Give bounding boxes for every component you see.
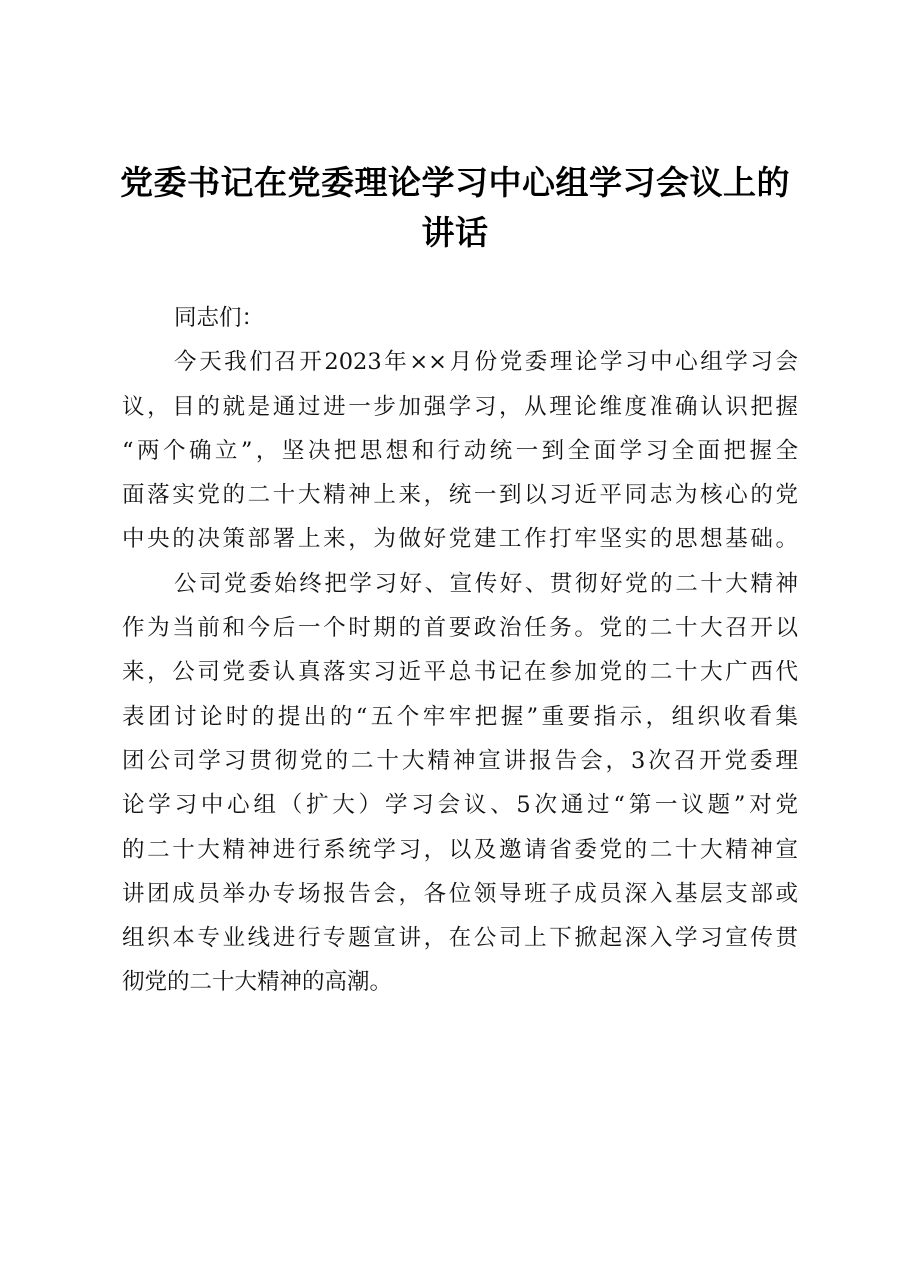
paragraph-line: “两个确立”，坚决把思想和行动统一到全面学习全面把握全 bbox=[122, 437, 798, 464]
document-title bbox=[110, 158, 800, 258]
paragraph-line: 讲团成员举办专场报告会，各位领导班子成员深入基层支部或 bbox=[122, 880, 798, 907]
paragraph-line: 今天我们召开2023年××月份党委理论学习中心组学习会 bbox=[174, 349, 798, 376]
paragraph-line: 彻党的二十大精神的高潮。 bbox=[122, 969, 393, 996]
paragraph-line: 作为当前和今后一个时期的首要政治任务。党的二十大召开以 bbox=[122, 615, 798, 642]
paragraph-line: 的二十大精神进行系统学习，以及邀请省委党的二十大精神宣 bbox=[122, 836, 798, 863]
paragraph-line: 议，目的就是通过进一步加强学习，从理论维度准确认识把握 bbox=[122, 393, 798, 420]
paragraph-line: 公司党委始终把学习好、宣传好、贯彻好党的二十大精神 bbox=[174, 570, 798, 597]
paragraph-2 bbox=[122, 562, 798, 1005]
paragraph-line: 组织本专业线进行专题宣讲，在公司上下掀起深入学习宣传贯 bbox=[122, 925, 798, 952]
paragraph-line: 团公司学习贯彻党的二十大精神宣讲报告会，3次召开党委理 bbox=[122, 747, 798, 774]
title-line-2: 讲话 bbox=[421, 213, 489, 252]
paragraph-line: 表团讨论时的提出的“五个牢牢把握”重要指示，组织收看集 bbox=[122, 703, 798, 730]
paragraph-line: 面落实党的二十大精神上来，统一到以习近平同志为核心的党 bbox=[122, 482, 798, 509]
paragraph-line: 来，公司党委认真落实习近平总书记在参加党的二十大广西代 bbox=[122, 659, 798, 686]
document-body bbox=[122, 296, 798, 1005]
paragraph-line: 论学习中心组（扩大）学习会议、5次通过“第一议题”对党 bbox=[122, 792, 798, 819]
title-line-1: 党委书记在党委理论学习中心组学习会议上的 bbox=[120, 163, 790, 202]
salutation: 同志们： bbox=[174, 305, 265, 331]
paragraph-line: 中央的决策部署上来，为做好党建工作打牢坚实的思想基础。 bbox=[122, 526, 798, 553]
paragraph-1 bbox=[122, 340, 798, 561]
